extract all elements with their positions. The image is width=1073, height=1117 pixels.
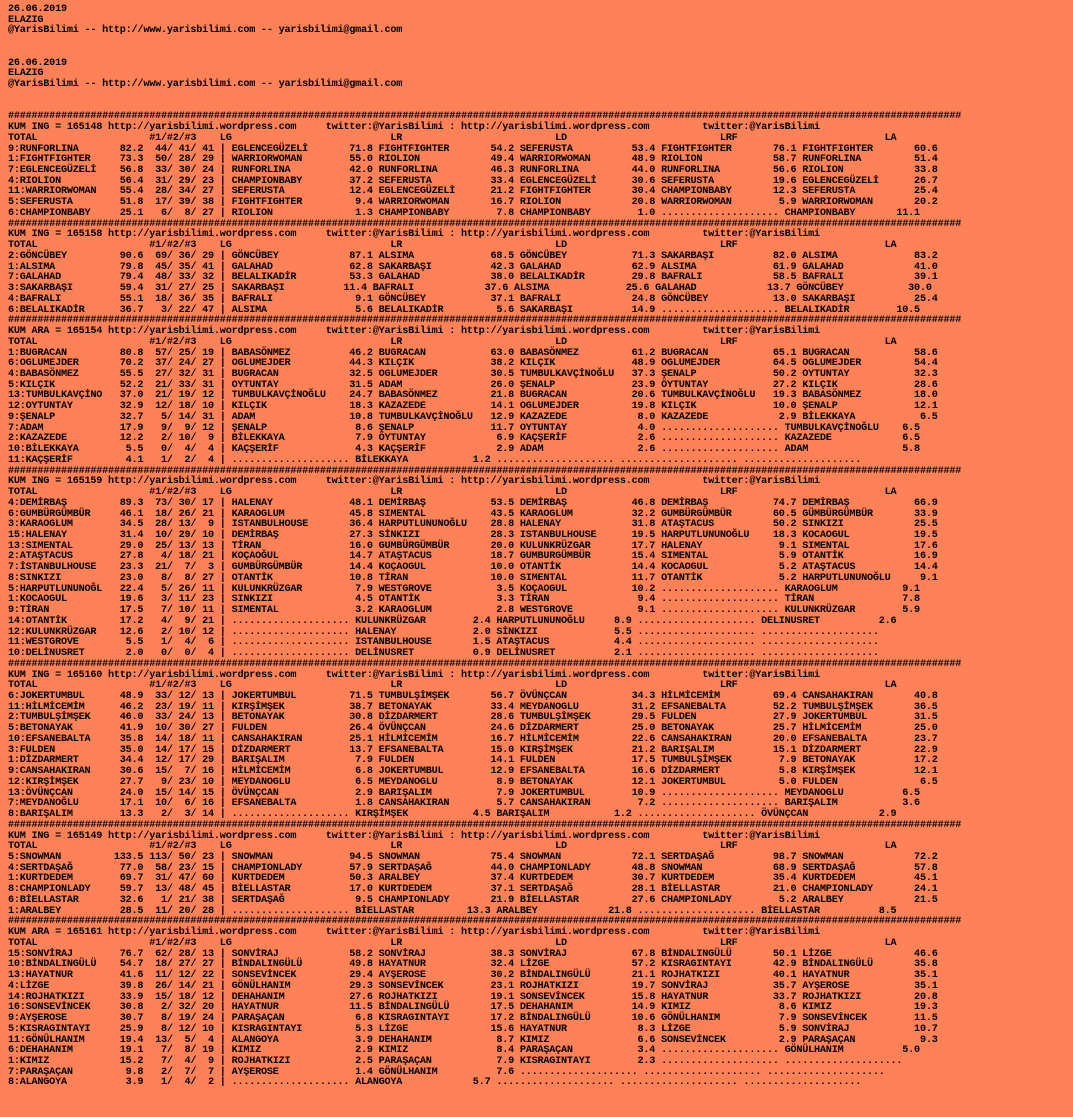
separator-line: ##################################################################################################################################################################	[8, 658, 962, 670]
horse-row: 6:OGLUMEJDER 70.2 37/ 24/ 27 | OGLUMEJDER 44.3 KILÇIK 38.2 KILÇIK 48.9 OGLUMEJDER 64.5 OGLUMEJDER 54.4	[8, 358, 938, 370]
horse-row: 2:GÖNCÜBEY 90.6 69/ 36/ 29 | GÖNCÜBEY 87.1 ALSIMA 68.5 GÖNCÜBEY 71.3 SAKARBAŞI 82.0 ALSIMA 83.2	[8, 250, 938, 262]
horse-row: 2:ATAŞTACUS 27.8 4/ 18/ 21 | KOÇAOĞUL 14.7 ATAŞTACUS 18.7 GUMBURGÜMBÜR 15.4 SIMENTAL 5.9 OTANTİK 16.9	[8, 551, 938, 563]
horse-row: 8:CHAMPIONLADY 59.7 13/ 48/ 45 | BİELLASTAR 17.0 KURTDEDEM 37.1 SERTDAŞAĞ 28.1 BİELLASTAR 21.0 CHAMPIONLADY 24.1	[8, 884, 938, 896]
horse-row: 12:OYTUNTAY 32.9 12/ 18/ 10 | KILÇIK 18.3 KAZAZEDE 14.1 OGLUMEJDER 19.8 KILÇIK 10.0 ŞENALP 12.1	[8, 401, 938, 413]
report-line: ELAZIG	[8, 68, 44, 80]
horse-row: 11:HİLMİCEMİM 46.2 23/ 19/ 11 | KIRŞİMŞEK 38.7 BETONAYAK 33.4 MEYDANOGLU 31.2 EFSANEBALTA 52.2 TUMBULŞİMŞEK 36.5	[8, 701, 938, 713]
blank-line	[8, 48, 1073, 59]
horse-row: 6:JOKERTUMBUL 48.9 33/ 12/ 13 | JOKERTUMBUL 71.5 TUMBULŞİMŞEK 56.7 ÖVÜNÇCAN 34.3 HİLMİCEMİM 69.4 CANSAHAKIRAN 40.8	[8, 691, 938, 702]
horse-row: 5:KISRAGINTAYI 25.9 8/ 12/ 10 | KISRAGINTAYI 5.3 LİZGE 15.6 HAYATNUR 8.3 LİZGE 5.9 SONVİRAJ 10.7	[8, 1023, 938, 1035]
horse-row: 11:GÖNÜLHANIM 19.4 13/ 5/ 4 | ALANGOYA 3.9 DEHAHANIM 8.7 KIMIZ 6.6 SONSEVİNCEK 2.9 PARAŞAÇAN 9.3	[8, 1034, 938, 1046]
horse-row: 4:RIOLION 56.4 31/ 29/ 23 | CHAMPIONBABY 37.2 SEFERUSTA 33.4 EGLENCEGÜZELİ 30.6 SEFERUSTA 19.6 EGLENCEGÜZELİ 26.7	[8, 175, 938, 187]
horse-row: 9:ŞENALP 32.7 5/ 14/ 31 | ADAM 10.8 TUMBULKAVÇİNOĞLU 12.9 KAZAZEDE 8.0 KAZAZEDE 2.9 BİLEKKAYA 6.5	[8, 411, 938, 423]
race-header: KUM ING = 165158 http://yarisbilimi.wordpress.com twitter:@YarisBilimi : http://yarisbilimi.wordpress.com twitter:@YarisBilimi	[8, 229, 820, 241]
report-line: ELAZIG	[8, 14, 44, 26]
horse-row: 10:DELİNUSRET 2.0 0/ 0/ 4 | .................... DELİNUSRET 0.9 DELİNUSRET 2.1 .................... ....................	[8, 648, 879, 660]
separator-line: ##################################################################################################################################################################	[8, 916, 962, 928]
race-header: KUM ARA = 165161 http://yarisbilimi.wordpress.com twitter:@YarisBilimi : http://yarisbilimi.wordpress.com twitter:@YarisBilimi	[8, 927, 820, 939]
horse-row: 9:CANSAHAKIRAN 30.6 15/ 7/ 16 | HİLMİCEMİM 6.8 JOKERTUMBUL 12.9 EFSANEBALTA 16.6 DİZDARMERT 5.8 KIRŞİMŞEK 12.1	[8, 766, 938, 778]
horse-row: 1:KIMIZ 15.2 7/ 4/ 9 | ROJHATKIZI 2.5 PARAŞAÇAN 7.9 KISRAGINTAYI 2.3 .................... ....................	[8, 1055, 903, 1067]
race-header: KUM ING = 165149 http://yarisbilimi.wordpress.com twitter:@YarisBilimi : http://yarisbilimi.wordpress.com twitter:@YarisBilimi	[8, 830, 820, 842]
report-date: 26.06.2019	[8, 4, 67, 15]
contact-line: @YarisBilimi -- http://www.yarisbilimi.com -- yarisbilimi@gmail.com	[8, 79, 403, 91]
horse-row: 6:DEHAHANIM 19.1 7/ 8/ 19 | KIMIZ 2.9 KIMIZ 8.4 PARAŞAÇAN 3.4 .................... GÖNÜLHANIM 5.0	[8, 1045, 920, 1057]
horse-row: 1:KURTDEDEM 69.7 31/ 47/ 60 | KURTDEDEM 50.3 ARALBEY 37.4 KURTDEDEM 30.7 KURTDEDEM 35.4 KURTDEDEM 45.1	[8, 873, 938, 885]
horse-row: 8:SINKIZI 23.0 8/ 8/ 27 | OTANTİK 10.8 TİRAN 10.0 SIMENTAL 11.7 OTANTİK 5.2 HARPUTLUNUNOĞLU 9.1	[8, 572, 938, 584]
horse-row: 2:TUMBULŞİMŞEK 46.0 33/ 24/ 13 | BETONAYAK 30.8 DİZDARMERT 28.6 TUMBULŞİMŞEK 29.5 FULDEN 27.9 JOKERTUMBUL 31.5	[8, 712, 938, 724]
horse-row: 13:ÖVÜNÇCAN 24.0 15/ 14/ 15 | ÖVÜNÇCAN 2.9 BARIŞALIM 7.9 JOKERTUMBUL 10.9 .................... MEYDANOGLU 6.5	[8, 787, 920, 799]
race-header: KUM ARA = 165154 http://yarisbilimi.wordpress.com twitter:@YarisBilimi : http://yarisbilimi.wordpress.com twitter:@YarisBilimi	[8, 326, 820, 338]
horse-row: 11:WESTGROVE 5.5 1/ 4/ 6 | .................... ISTANBULHOUSE 1.5 ATAŞTACUS 4.4 .................... ....................	[8, 637, 879, 649]
horse-row: 1:BUGRACAN 80.8 57/ 25/ 19 | BABASÖNMEZ 46.2 BUGRACAN 63.0 BABASÖNMEZ 61.2 BUGRACAN 65.1 BUGRACAN 58.6	[8, 347, 938, 359]
horse-row: 7:EGLENCEGÜZELİ 56.8 33/ 30/ 24 | RUNFORLINA 42.0 RUNFORLINA 46.3 RUNFORLINA 44.0 RUNFORLINA 56.6 RIOLION 33.8	[8, 165, 938, 177]
horse-row: 7:İSTANBULHOUSE 23.3 21/ 7/ 3 | GUMBÜRGÜMBÜR 14.4 KOÇAOGUL 10.0 OTANTİK 14.4 KOCAOGUL 5.2 ATAŞTACUS 14.4	[8, 562, 938, 574]
separator-line: ##################################################################################################################################################################	[8, 465, 962, 477]
horse-row: 7:GALAHAD 79.4 48/ 33/ 32 | BELALIKADİR 53.3 GALAHAD 38.0 BELALIKADİR 29.8 BAFRALI 58.5 BAFRALI 39.1	[8, 272, 938, 284]
horse-row: 7:ADAM 17.9 9/ 9/ 12 | ŞENALP 8.6 ŞENALP 11.7 OYTUNTAY 4.0 .................... TUMBULKAVÇİNOĞLU 6.5	[8, 422, 920, 434]
horse-row: 4:LİZGE 39.8 26/ 14/ 21 | GÖNÜLHANIM 29.3 SONSEVİNCEK 23.1 ROJHATKIZI 19.7 SONVİRAJ 35.7 AYŞEROSE 35.1	[8, 980, 938, 992]
horse-row: 4:BAFRALI 55.1 18/ 36/ 35 | BAFRALI 9.1 GÖNCÜBEY 37.1 BAFRALI 24.8 GÖNCÜBEY 13.0 SAKARBAŞI 25.4	[8, 293, 938, 305]
column-header: TOTAL #1/#2/#3 LG LR LD LRF LA	[8, 132, 897, 144]
horse-row: 11:WARRIORWOMAN 55.4 28/ 34/ 27 | SEFERUSTA 12.4 EGLENCEGÜZELİ 21.2 FIGHTFIGHTER 30.4 CHAMPIONBABY 12.3 SEFERUSTA 25.4	[8, 186, 938, 198]
column-header: TOTAL #1/#2/#3 LG LR LD LRF LA	[8, 487, 897, 499]
separator-line: ##################################################################################################################################################################	[8, 111, 962, 123]
blank-line	[8, 37, 1073, 48]
horse-row: 10:BİLEKKAYA 5.5 0/ 4/ 4 | KAÇŞERİF 4.3 KAÇŞERİF 2.9 ADAM 2.6 .................... ADAM 5.8	[8, 444, 920, 456]
horse-row: 5:HARPUTLUNUNOĞL 22.4 5/ 26/ 11 | KULUNKRÜZGAR 7.9 WESTGROVE 3.5 KOÇAOGUL 10.2 .................... KARAOGLUM 9.1	[8, 583, 920, 595]
horse-row: 6:BİELLASTAR 32.6 1/ 21/ 38 | SERTDAŞAĞ 9.5 CHAMPIONLADY 21.9 BİELLASTAR 27.6 CHAMPIONLADY 5.2 ARALBEY 21.5	[8, 894, 938, 906]
horse-row: 10:EFSANEBALTA 35.8 14/ 18/ 11 | CANSAHAKIRAN 25.1 HİLMİCEMİM 16.7 HİLMİCEMİM 22.6 CANSAHAKIRAN 20.0 EFSANEBALTA 23.7	[8, 733, 938, 745]
horse-row: 11:KAÇŞERİF 4.1 1/ 2/ 4 | .................... BİLEKKAYA 1.2 .................... .................... ....................	[8, 454, 862, 466]
horse-row: 9:RUNFORLINA 82.2 44/ 41/ 41 | EGLENCEGÜZELİ 71.8 FIGHTFIGHTER 54.2 SEFERUSTA 53.4 FIGHTFIGHTER 76.1 FIGHTFIGHTER 60.6	[8, 143, 938, 155]
column-header: TOTAL #1/#2/#3 LG LR LD LRF LA	[8, 937, 897, 949]
blank-line	[8, 91, 1073, 102]
horse-row: 1:FIGHTFIGHTER 73.3 50/ 28/ 29 | WARRIORWOMAN 55.0 RIOLION 49.4 WARRIORWOMAN 48.9 RIOLION 58.7 RUNFORLINA 51.4	[8, 154, 938, 166]
horse-row: 5:SEFERUSTA 51.8 17/ 39/ 38 | FIGHTFIGHTER 9.4 WARRIORWOMAN 16.7 RIOLION 20.8 WARRIORWOMAN 5.9 WARRIORWOMAN 20.2	[8, 197, 938, 209]
column-header: TOTAL #1/#2/#3 LG LR LD LRF LA	[8, 336, 897, 348]
horse-row: 1:DİZDARMERT 34.4 12/ 17/ 29 | BARIŞALIM 7.9 FULDEN 14.1 FULDEN 17.5 TUMBULŞİMŞEK 7.9 BETONAYAK 17.2	[8, 755, 938, 767]
separator-line: ##################################################################################################################################################################	[8, 819, 962, 831]
column-header: TOTAL #1/#2/#3 LG LR LD LRF LA	[8, 680, 897, 692]
horse-row: 13:TUMBULKAVÇİNO 37.0 21/ 19/ 12 | TUMBULKAVÇİNOĞLU 24.7 BABASÖNMEZ 21.8 BUGRACAN 20.6 TUMBULKAVÇİNOĞLU 19.3 BABASÖNMEZ 18.0	[8, 390, 938, 402]
separator-line: ##################################################################################################################################################################	[8, 218, 962, 230]
horse-row: 7:PARAŞAÇAN 9.8 2/ 7/ 7 | AYŞEROSE 1.4 GÖNÜLHANIM 7.6 .................... .................... ....................	[8, 1066, 885, 1078]
horse-row: 8:ALANGOYA 3.9 1/ 4/ 2 | .................... ALANGOYA 5.7 .................... .................... ....................	[8, 1077, 862, 1089]
horse-row: 15:SONVİRAJ 76.7 62/ 28/ 13 | SONVİRAJ 58.2 SONVİRAJ 38.3 SONVİRAJ 67.8 BİNDALINGÜLÜ 50.1 LİZGE 46.6	[8, 948, 938, 960]
horse-row: 4:SERTDAŞAĞ 77.0 58/ 23/ 15 | CHAMPIONLADY 57.9 SERTDAŞAĞ 44.0 CHAMPIONLADY 48.8 SNOWMAN 68.9 SERTDAŞAĞ 57.8	[8, 862, 938, 874]
horse-row: 12:KIRŞİMŞEK 27.7 9/ 23/ 10 | MEYDANOGLU 6.5 MEYDANOGLU 8.9 BETONAYAK 12.1 JOKERTUMBUL 5.0 FULDEN 6.5	[8, 776, 938, 788]
horse-row: 15:HALENAY 31.4 10/ 29/ 10 | DEMİRBAŞ 27.3 SİNKIZI 28.3 ISTANBULHOUSE 19.5 HARPUTLUNUNOĞLU 18.3 KOCAOGUL 19.5	[8, 529, 938, 541]
horse-row: 3:KARAOGLUM 34.5 28/ 13/ 9 | ISTANBULHOUSE 36.4 HARPUTLUNUNOĞLU 28.8 HALENAY 31.8 ATAŞTACUS 50.2 SINKIZI 25.5	[8, 519, 938, 531]
horse-row: 14:ROJHATKIZI 33.9 15/ 18/ 12 | DEHAHANIM 27.6 ROJHATKIZI 19.1 SONSEVİNCEK 15.8 HAYATNUR 33.7 ROJHATKIZI 20.8	[8, 991, 938, 1003]
horse-row: 13:HAYATNUR 41.6 11/ 12/ 22 | SONSEVİNCEK 29.4 AYŞEROSE 30.2 BİNDALINGÜLÜ 21.1 ROJHATKIZI 40.1 HAYATNUR 35.1	[8, 970, 938, 982]
column-header: TOTAL #1/#2/#3 LG LR LD LRF LA	[8, 240, 897, 252]
horse-row: 6:CHAMPIONBABY 25.1 6/ 8/ 27 | RIOLION 1.3 CHAMPIONBABY 7.8 CHAMPIONBABY 1.0 .................... CHAMPIONBABY 11.1	[8, 207, 920, 219]
horse-row: 5:SNOWMAN 133.5 113/ 50/ 23 | SNOWMAN 94.5 SNOWMAN 75.4 SNOWMAN 72.1 SERTDAŞAĞ 98.7 SNOWMAN 72.2	[8, 852, 938, 864]
horse-row: 9:TİRAN 17.5 7/ 10/ 11 | SIMENTAL 3.2 KARAOGLUM 2.8 WESTGROVE 9.1 .................... KULUNKRÜZGAR 5.9	[8, 605, 920, 617]
horse-row: 9:AYŞEROSE 30.7 8/ 19/ 24 | PARAŞAÇAN 6.8 KISRAGINTAYI 17.2 BİNDALINGÜLÜ 10.6 GÖNÜLHANIM 7.9 SONSEVİNCEK 11.5	[8, 1013, 938, 1025]
horse-row: 1:ARALBEY 28.5 11/ 20/ 28 | .................... BİELLASTAR 13.3 ARALBEY 21.8 .................... BİELLASTAR 8.5	[8, 905, 897, 917]
horse-row: 6:GUMBÜRGÜMBÜR 46.1 18/ 26/ 21 | KARAOGLUM 45.8 SIMENTAL 43.5 KARAOGLUM 32.2 GUMBÜRGÜMBÜR 60.5 GÜMBÜRGÜMBÜR 33.9	[8, 508, 938, 520]
separator-line: ##################################################################################################################################################################	[8, 315, 962, 327]
horse-row: 8:BARIŞALIM 13.3 2/ 3/ 14 | .................... KIRŞİMŞEK 4.5 BARIŞALIM 1.2 .................... ÖVÜNÇCAN 2.9	[8, 809, 897, 821]
horse-row: 3:SAKARBAŞI 59.4 31/ 27/ 25 | SAKARBAŞI 11.4 BAFRALI 37.6 ALSIMA 25.6 GALAHAD 13.7 GÖNCÜBEY 30.0	[8, 283, 932, 295]
column-header: TOTAL #1/#2/#3 LG LR LD LRF LA	[8, 841, 897, 853]
horse-row: 16:SONSEVİNCEK 30.8 2/ 32/ 20 | HAYATNUR 11.5 BİNDALINGÜLÜ 17.5 DEHAHANIM 14.9 KIMIZ 8.6 KIMIZ 19.3	[8, 1002, 938, 1014]
horse-row: 6:BELALIKADİR 36.7 3/ 22/ 47 | ALSIMA 5.6 BELALIKADİR 5.6 SAKARBAŞI 14.9 .................... BELALIKADİR 10.5	[8, 304, 920, 316]
race-header: KUM ING = 165160 http://yarisbilimi.wordpress.com twitter:@YarisBilimi : http://yarisbilimi.wordpress.com twitter:@YarisBilimi	[8, 669, 820, 681]
horse-row: 12:KULUNKRÜZGAR 12.6 2/ 10/ 12 | .................... HALENAY 2.0 SİNKIZI 5.5 .................... ....................	[8, 626, 879, 638]
report-date: 26.06.2019	[8, 57, 67, 69]
horse-row: 10:BİNDALINGÜLÜ 54.7 18/ 27/ 27 | BİNDALINGÜLÜ 49.8 HAYATNUR 32.4 LİZGE 57.2 KISRAGINTAYI 42.9 BİNDALINGÜLÜ 35.8	[8, 959, 938, 971]
horse-row: 4:BABASÖNMEZ 55.5 27/ 32/ 31 | BUGRACAN 32.5 OGLUMEJDER 30.5 TUMBULKAVÇİNOĞLU 37.3 ŞENALP 50.2 OYTUNTAY 32.3	[8, 368, 938, 380]
horse-row: 4:DEMİRBAŞ 89.3 73/ 30/ 17 | HALENAY 48.1 DEMİRBAŞ 53.5 DEMİRBAŞ 46.8 DEMİRBAŞ 74.7 DEMİRBAŞ 66.9	[8, 497, 938, 509]
horse-row: 3:FULDEN 35.0 14/ 17/ 15 | DİZDARMERT 13.7 EFSANEBALTA 15.0 KIRŞİMŞEK 21.2 BARIŞALIM 15.1 DİZDARMERT 22.9	[8, 744, 938, 756]
horse-row: 13:SIMENTAL 29.0 25/ 13/ 13 | TİRAN 16.0 GUMBÜRGÜMBÜR 20.0 KULUNKRÜZGAR 17.7 HALENAY 9.1 SIMENTAL 17.6	[8, 540, 938, 552]
horse-row: 2:KAZAZEDE 12.2 2/ 10/ 9 | BİLEKKAYA 7.9 ÖYTUNTAY 6.9 KAÇŞERİF 2.6 .................... KAZAZEDE 6.5	[8, 433, 920, 445]
horse-row: 1:KOCAOGUL 19.6 3/ 11/ 23 | SINKIZI 4.5 OTANTİK 3.3 TİRAN 9.4 .................... TİRAN 7.8	[8, 594, 920, 606]
horse-row: 1:ALSIMA 79.8 45/ 35/ 41 | GALAHAD 62.8 SAKARBAŞI 42.3 GALAHAD 62.9 ALSIMA 61.9 GALAHAD 41.0	[8, 261, 938, 273]
horse-row: 5:KILÇIK 52.2 21/ 33/ 31 | OYTUNTAY 31.5 ADAM 26.0 ŞENALP 23.9 ÖYTUNTAY 27.2 KILÇIK 28.6	[8, 379, 938, 391]
race-header: KUM ING = 165159 http://yarisbilimi.wordpress.com twitter:@YarisBilimi : http://yarisbilimi.wordpress.com twitter:@YarisBilimi	[8, 476, 820, 488]
horse-row: 14:OTANTİK 17.2 4/ 9/ 21 | .................... KULUNKRÜZGAR 2.4 HARPUTLUNUNOĞLU 8.9 .................... DELINUSRET 2.6	[8, 615, 897, 627]
horse-row: 7:MEYDANOĞLU 17.1 10/ 6/ 16 | EFSANEBALTA 1.8 CANSAHAKIRAN 5.7 CANSAHAKIRAN 7.2 .................... BARIŞALIM 3.6	[8, 798, 920, 810]
horse-row: 5:BETONAYAK 41.9 10/ 30/ 27 | FULDEN 26.4 ÖVÜNÇCAN 24.6 DİZDARMERT 25.0 BETONAYAK 25.7 HİLMİCEMİM 25.0	[8, 723, 938, 735]
contact-line: @YarisBilimi -- http://www.yarisbilimi.com -- yarisbilimi@gmail.com	[8, 25, 403, 37]
race-header: KUM ING = 165148 http://yarisbilimi.wordpress.com twitter:@YarisBilimi : http://yarisbilimi.wordpress.com twitter:@YarisBilimi	[8, 122, 820, 134]
